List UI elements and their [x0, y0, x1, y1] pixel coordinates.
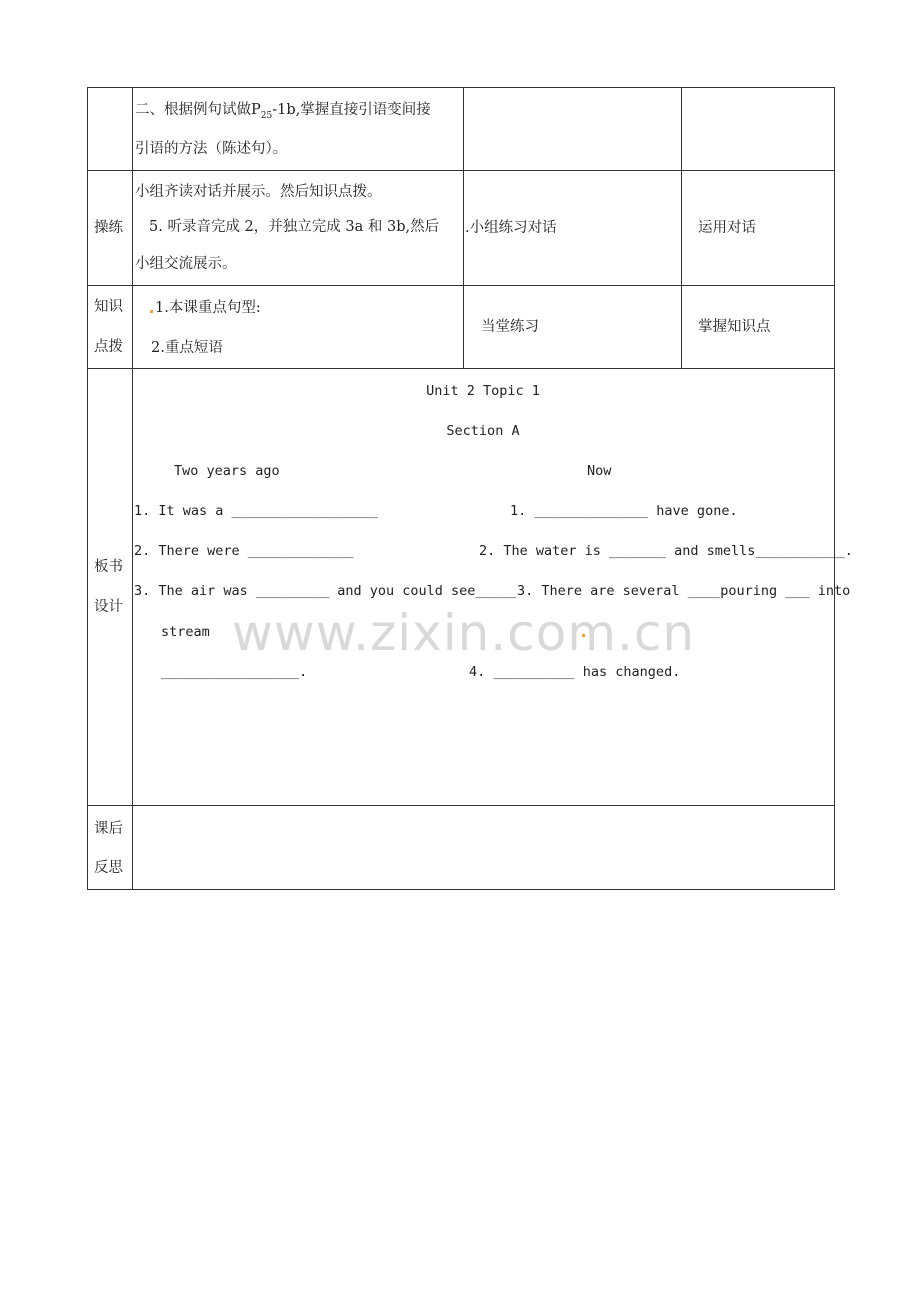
board-line2-left: 2. There were _____________: [134, 543, 354, 559]
row2-content-line1: 小组齐读对话并展示。然后知识点拨。: [135, 184, 382, 200]
row3-col4-text: 掌握知识点: [698, 319, 771, 335]
row2-col4-text: 运用对话: [698, 220, 756, 236]
board-line3-left: 3. The air was _________ and you could see_____: [134, 583, 517, 599]
board-label-line1: 板书: [94, 559, 123, 575]
row2-col3-text: .小组练习对话: [465, 220, 557, 236]
row3-content-line2: 2.重点短语: [151, 340, 223, 356]
board-line1-right: 1. ______________ have gone.: [510, 503, 738, 519]
reflection-label-line2: 反思: [94, 860, 123, 876]
watermark-text: www.zixin.com.cn: [232, 604, 696, 662]
row3-col4-cell: [681, 285, 835, 369]
board-line5-left: _________________.: [161, 664, 308, 680]
reflection-label-line1: 课后: [94, 821, 123, 837]
board-right-heading: Now: [587, 463, 612, 479]
board-title: Unit 2 Topic 1: [426, 383, 540, 399]
row2-content-line2: 5. 听录音完成 2，并独立完成 3a 和 3b,然后: [149, 219, 440, 235]
board-section: Section A: [446, 423, 520, 439]
board-line3-right: 3. There are several ____pouring ___ into: [517, 583, 851, 599]
board-left-heading: Two years ago: [174, 463, 280, 479]
row1-col4-cell: [681, 87, 835, 171]
board-line2-right: 2. The water is _______ and smells___________.: [479, 543, 853, 559]
board-line1-left: 1. It was a __________________: [134, 503, 378, 519]
board-label-cell: [87, 368, 133, 806]
row3-content-line1: 1.本课重点句型:: [155, 300, 261, 316]
board-label-line2: 设计: [94, 599, 123, 615]
orange-mark-dot: [150, 310, 153, 313]
row3-label-cell: [87, 285, 133, 369]
row2-label: 操练: [94, 220, 123, 236]
row2-label-cell: [87, 170, 133, 286]
reflection-content-cell: [132, 805, 835, 890]
row2-col3-cell: [463, 170, 682, 286]
row2-col4-cell: [681, 170, 835, 286]
row2-content-line3: 小组交流展示。: [135, 256, 237, 272]
reflection-label-cell: [87, 805, 133, 890]
row3-label-line1: 知识: [94, 299, 123, 315]
row1-label-cell: [87, 87, 133, 171]
row3-col3-cell: [463, 285, 682, 369]
board-content-cell: [132, 368, 853, 806]
board-line5-right: 4. __________ has changed.: [469, 664, 681, 680]
board-line4-left: stream: [161, 624, 210, 640]
row3-content-cell: [132, 285, 464, 369]
row1-content-line1: 二、根据例句试做$P_{25}-1b$,掌握直接引语变间接: [135, 102, 431, 121]
row1-col3-cell: [463, 87, 682, 171]
row1-content-cell: [132, 87, 464, 171]
row3-col3-text: 当堂练习: [481, 319, 539, 335]
row3-label-line2: 点拨: [94, 339, 123, 355]
row2-content-cell: [132, 170, 464, 286]
row1-content-line2: 引语的方法（陈述句）。: [135, 141, 288, 157]
